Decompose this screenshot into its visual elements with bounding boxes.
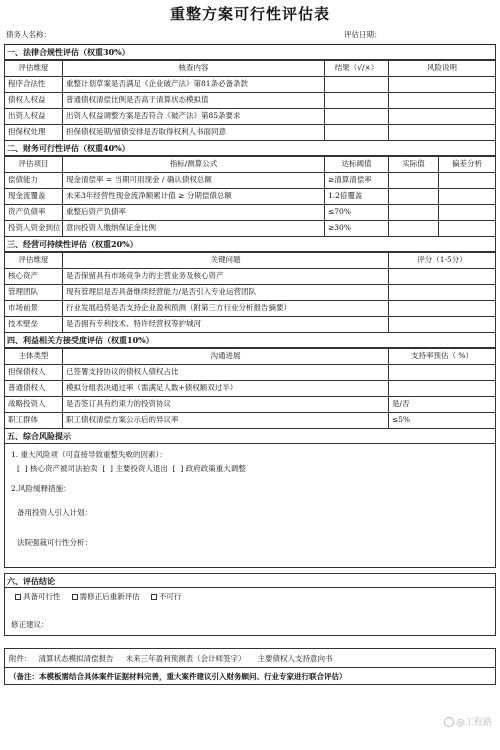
row-label: 出资人权益 — [5, 109, 63, 125]
column-header: 主体类型 — [5, 349, 63, 365]
row-question: 行业发展趋势是否支持企业盈利预测（附第三方行业分析报告摘要） — [63, 301, 389, 317]
row-label: 偿债能力 — [5, 173, 63, 189]
column-header: 关键问题 — [63, 253, 389, 269]
actual-value-cell[interactable] — [389, 173, 439, 189]
attachment-item: 主要债权人支持意向书 — [257, 654, 333, 663]
document-meta — [4, 26, 496, 45]
section-conclusion-heading: 六、评估结论 — [4, 573, 496, 588]
actual-value-cell[interactable] — [389, 221, 439, 237]
option-bracket: [ — [17, 464, 20, 473]
row-formula: 未来3年经营性现金流净额累计值 ≥ 分期偿债总额 — [63, 189, 325, 205]
support-rate-cell[interactable] — [389, 381, 496, 397]
attachments-label: 附件： — [9, 654, 32, 663]
column-header: 支持率预估（ %） — [389, 349, 496, 365]
row-label: 市场前景 — [5, 301, 63, 317]
operations-table — [4, 252, 496, 333]
score-cell[interactable] — [389, 301, 496, 317]
score-cell[interactable] — [389, 269, 496, 285]
watermark — [444, 717, 492, 728]
table-row — [5, 125, 496, 141]
backup-investor-field[interactable]: 备用投资人引入计划： — [17, 508, 92, 517]
column-header: 偏差分析 — [439, 157, 496, 173]
table-row — [5, 285, 496, 301]
column-header: 实际值 — [389, 157, 439, 173]
table-row — [5, 109, 496, 125]
risk-note-cell[interactable] — [389, 125, 496, 141]
column-header: 核查内容 — [63, 61, 325, 77]
result-cell[interactable] — [325, 109, 389, 125]
row-label: 程序合法性 — [5, 77, 63, 93]
row-label: 战略投资人 — [5, 397, 63, 413]
result-cell[interactable] — [325, 77, 389, 93]
column-header: 结果（√/×） — [325, 61, 389, 77]
risk-note-cell[interactable] — [389, 93, 496, 109]
column-header: 沟通进展 — [63, 349, 389, 365]
risk-option[interactable]: 主要投资人退出 — [115, 464, 168, 473]
watermark-text: @工程路 — [455, 717, 492, 728]
support-rate-cell[interactable] — [389, 365, 496, 381]
risk-option[interactable]: 政府政策重大调整 — [185, 464, 246, 473]
support-rate-cell[interactable]: ≤5% — [389, 413, 496, 429]
risk-note-cell[interactable] — [389, 109, 496, 125]
row-question: 是否保留具有市场竞争力的主营业务及核心资产 — [63, 269, 389, 285]
column-header: 风险说明 — [389, 61, 496, 77]
table-row — [5, 381, 496, 397]
attachment-item: 清算状态模拟清偿报告 — [38, 654, 114, 663]
section-legal-heading: 一、法律合规性评估（权重30%） — [4, 45, 496, 60]
conclusion-block — [4, 588, 496, 636]
table-header-row — [5, 253, 496, 269]
row-label: 资产负债率 — [5, 205, 63, 221]
risk-option[interactable]: 核心资产被司法拍卖 — [30, 464, 98, 473]
attachment-item: 未来三年盈利预测表（会计师签字） — [125, 654, 246, 663]
attachments-row — [4, 648, 496, 668]
conclusion-option: 需修正后重新评估 — [79, 592, 140, 601]
revision-advice-field[interactable]: 修正建议： — [11, 620, 49, 629]
section-risk-heading: 五、综合风险提示 — [4, 429, 496, 444]
document-title: 重整方案可行性评估表 — [169, 5, 330, 23]
row-label: 债权人权益 — [5, 93, 63, 109]
checkbox[interactable] — [72, 594, 78, 600]
option-bracket: ] — [180, 464, 184, 473]
row-progress: 是否签订具有约束力的投资协议 — [63, 397, 389, 413]
row-formula: 现金清偿率 = 当期可用现金 / 确认债权总额 — [63, 173, 325, 189]
actual-value-cell[interactable] — [389, 189, 439, 205]
result-cell[interactable] — [325, 93, 389, 109]
table-row — [5, 221, 496, 237]
risk-block — [4, 444, 496, 568]
actual-value-cell[interactable] — [389, 205, 439, 221]
checkbox[interactable] — [15, 594, 21, 600]
footer-note: （备注：本模板需结合具体案件证据材料完善，重大案件建议引入财务顾问、行业专家进行联合评估） — [4, 668, 496, 685]
deviation-cell[interactable] — [439, 173, 496, 189]
section-financial-heading: 二、财务可行性评估（权重40%） — [4, 141, 496, 156]
row-formula: 重整后资产负债率 — [63, 205, 325, 221]
row-question: 现有管理层是否具备继续经营能力/是否引入专业运营团队 — [63, 285, 389, 301]
table-row — [5, 317, 496, 333]
threshold-cell: 1.2倍覆盖 — [325, 189, 389, 205]
deviation-cell[interactable] — [439, 189, 496, 205]
column-header: 评估项目 — [5, 157, 63, 173]
deviation-cell[interactable] — [439, 205, 496, 221]
court-cramdown-field[interactable]: 法院强裁可行性分析： — [17, 538, 92, 547]
table-row — [5, 269, 496, 285]
row-label: 现金流覆盖 — [5, 189, 63, 205]
option-bracket: ] — [110, 464, 113, 473]
stakeholder-table — [4, 348, 496, 429]
financial-table — [4, 156, 496, 237]
option-bracket: ] — [24, 464, 28, 473]
table-row — [5, 301, 496, 317]
table-row — [5, 397, 496, 413]
debtor-name-label: 债务人名称： — [6, 29, 51, 39]
table-row — [5, 189, 496, 205]
threshold-cell: ≥30% — [325, 221, 389, 237]
conclusion-options — [5, 590, 495, 604]
major-risk-question: 1. 重大风险项（可直接导致重整失败的因素）： — [11, 450, 167, 459]
result-cell[interactable] — [325, 125, 389, 141]
row-content: 重整计划草案是否满足《企业破产法》第81条必备条款 — [63, 77, 325, 93]
conclusion-option: 不可行 — [158, 592, 182, 601]
watermark-logo-icon — [444, 717, 454, 727]
table-header-row — [5, 349, 496, 365]
row-formula: 意向投资人缴纳保证金比例 — [63, 221, 325, 237]
threshold-cell: ≤70% — [325, 205, 389, 221]
mitigation-label: 2.风险缓释措施： — [11, 484, 71, 493]
table-row — [5, 413, 496, 429]
row-question: 是否拥有专利技术、特许经营权等护城河 — [63, 317, 389, 333]
score-cell[interactable] — [389, 317, 496, 333]
table-row — [5, 93, 496, 109]
row-label: 担保债权人 — [5, 365, 63, 381]
section-operations-heading: 三、经营可持续性评估（权重20%） — [4, 237, 496, 252]
row-content: 普通债权清偿比例是否高于清算状态模拟值 — [63, 93, 325, 109]
threshold-cell: ≥清算清偿率 — [325, 173, 389, 189]
row-progress: 已签署支持协议的债权人债权占比 — [63, 365, 389, 381]
column-header: 评估维度 — [5, 253, 63, 269]
column-header: 指标/测算公式 — [63, 157, 325, 173]
row-label: 普通债权人 — [5, 381, 63, 397]
option-bracket: [ — [102, 464, 106, 473]
row-label: 技术壁垒 — [5, 317, 63, 333]
column-header: 评分（1-5分） — [389, 253, 496, 269]
column-header: 达标阈值 — [325, 157, 389, 173]
row-progress: 模拟分组表决通过率（需满足人数+债权额双过半） — [63, 381, 389, 397]
section-stakeholder-heading: 四、利益相关方接受度评估（权重10%） — [4, 333, 496, 348]
table-header-row — [5, 157, 496, 173]
deviation-cell[interactable] — [439, 221, 496, 237]
row-label: 担保权处理 — [5, 125, 63, 141]
major-risk-options — [5, 462, 495, 476]
evaluation-date-label: 评估日期： — [344, 29, 382, 39]
row-label: 投资人资金到位 — [5, 221, 63, 237]
score-cell[interactable] — [389, 285, 496, 301]
row-content: 担保债权延期/留债安排是否取得权利人书面同意 — [63, 125, 325, 141]
row-content: 出资人权益调整方案是否符合《破产法》第85条要求 — [63, 109, 325, 125]
conclusion-option: 具备可行性 — [23, 592, 61, 601]
table-header-row — [5, 61, 496, 77]
option-bracket: [ — [172, 464, 176, 473]
table-row — [5, 77, 496, 93]
risk-note-cell[interactable] — [389, 77, 496, 93]
column-header: 评估维度 — [5, 61, 63, 77]
row-label: 核心资产 — [5, 269, 63, 285]
support-rate-cell[interactable]: 是/否 — [389, 397, 496, 413]
row-label: 管理团队 — [5, 285, 63, 301]
row-progress: 职工债权清偿方案公示后的异议率 — [63, 413, 389, 429]
table-row — [5, 205, 496, 221]
legal-compliance-table — [4, 60, 496, 141]
row-label: 职工群体 — [5, 413, 63, 429]
table-row — [5, 173, 496, 189]
checkbox[interactable] — [151, 594, 157, 600]
table-row — [5, 365, 496, 381]
